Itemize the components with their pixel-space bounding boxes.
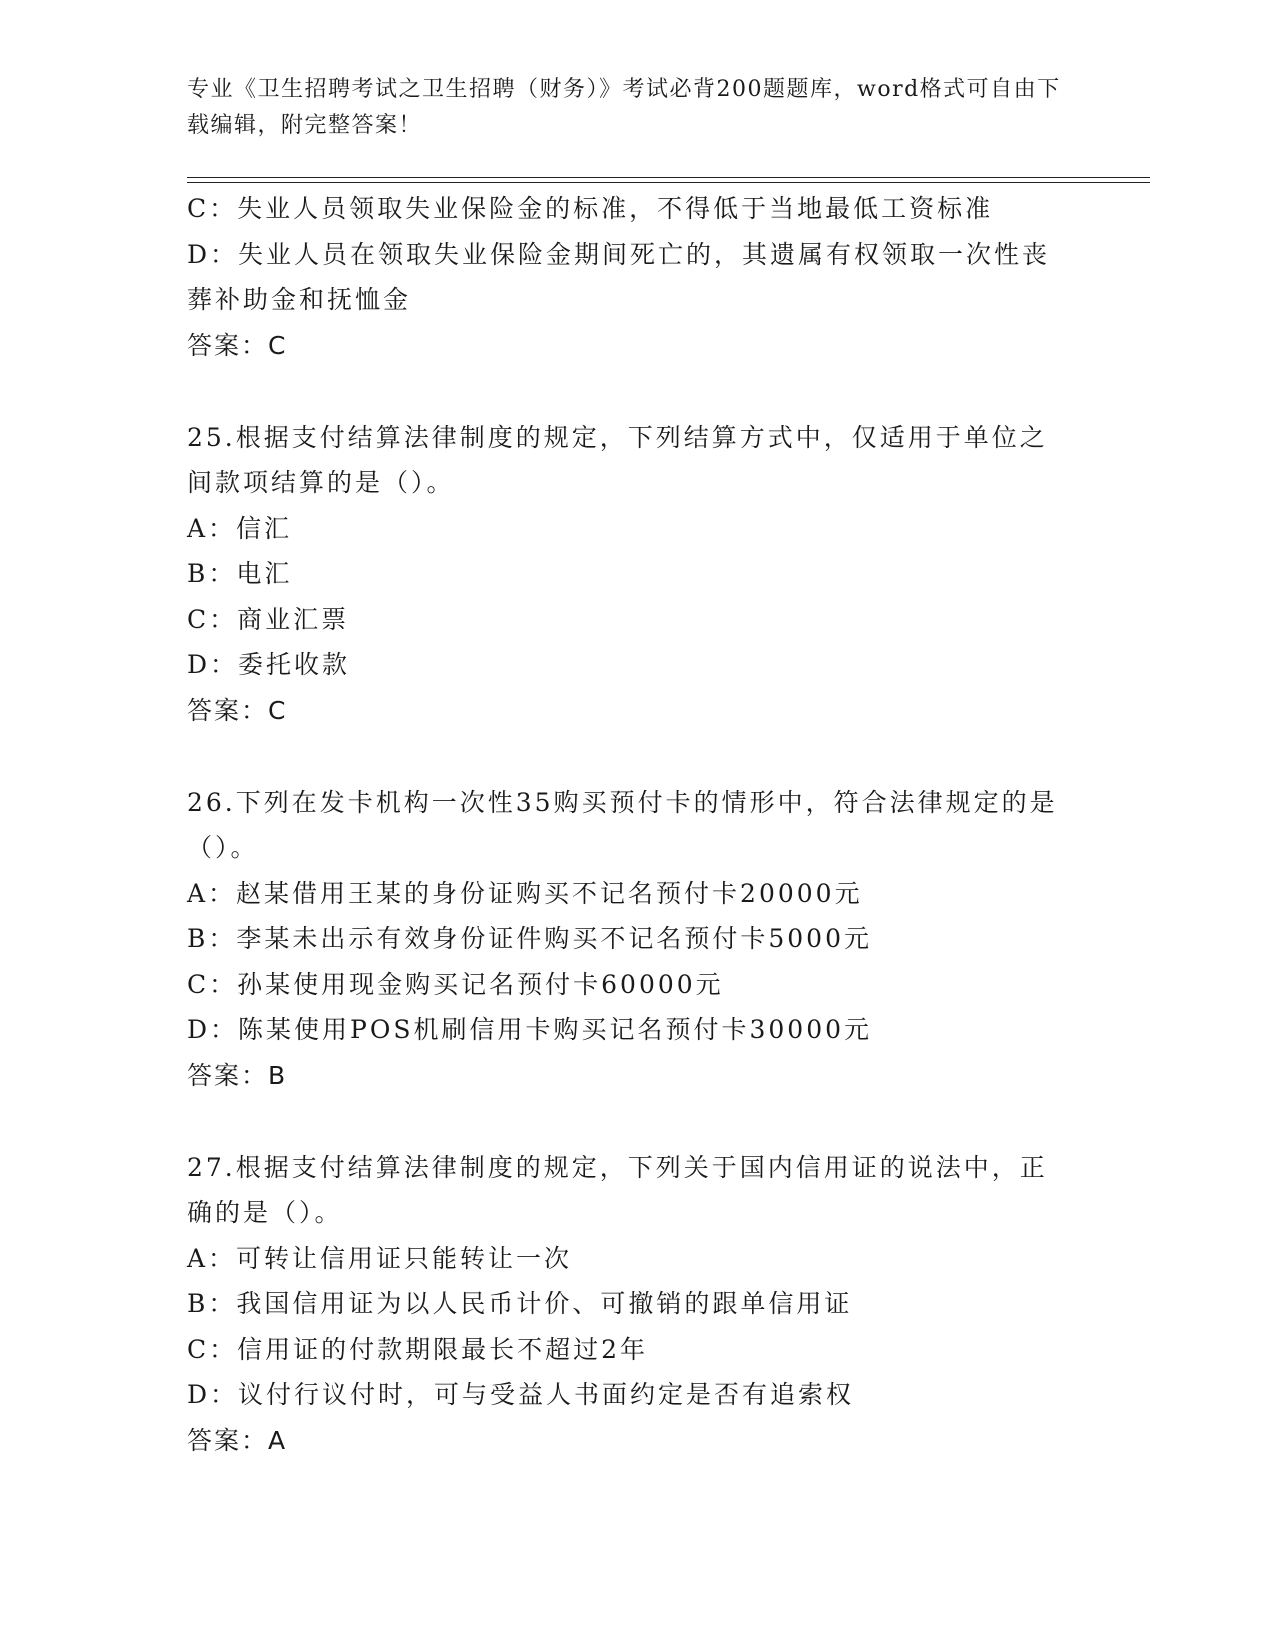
option-a: A：赵某借用王某的身份证购买不记名预付卡20000元 [187,878,863,908]
question-25 [187,415,1087,734]
header-divider-top [187,177,1150,178]
header-title: 专业《卫生招聘考试之卫生招聘（财务）》考试必背200题题库，word格式可自由下载编辑，附完整答案！ [187,77,1061,138]
question-text: 26.下列在发卡机构一次性35购买预付卡的情形中，符合法律规定的是（）。 [187,787,1058,862]
option-d: D：陈某使用POS机刷信用卡购买记名预付卡30000元 [187,1015,873,1044]
option-d: D：失业人员在领取失业保险金期间死亡的，其遗属有权领取一次性丧葬补助金和抚恤金 [187,239,1051,314]
question-26 [187,780,1087,1099]
option-d: D：议付行议付时，可与受益人书面约定是否有追索权 [187,1380,855,1409]
answer-line: 答案：B [187,1060,288,1090]
option-c: C：失业人员领取失业保险金的标准，不得低于当地最低工资标准 [187,194,994,223]
option-b: B：李某未出示有效身份证件购买不记名预付卡5000元 [187,924,872,953]
question-text: 25.根据支付结算法律制度的规定，下列结算方式中，仅适用于单位之间款项结算的是（）。 [187,422,1048,497]
option-c: C：商业汇票 [187,604,350,634]
answer-line: 答案：C [187,695,288,725]
answer-line: 答案：C [187,330,288,360]
option-c: C：孙某使用现金购买记名预付卡60000元 [187,969,724,999]
option-a: A：信汇 [187,513,293,543]
document-header [187,72,1067,144]
question-text: 27.根据支付结算法律制度的规定，下列关于国内信用证的说法中，正确的是（）。 [187,1152,1048,1227]
option-b: B：我国信用证为以人民币计价、可撤销的跟单信用证 [187,1289,853,1318]
answer-line: 答案：A [187,1425,288,1455]
question-27 [187,1145,1087,1464]
document-body [187,186,1087,1464]
question-fragment [187,186,1087,369]
option-a: A：可转让信用证只能转让一次 [187,1243,573,1273]
option-d: D：委托收款 [187,650,351,679]
option-b: B：电汇 [187,559,293,588]
header-divider-bottom [187,182,1150,183]
option-c: C：信用证的付款期限最长不超过2年 [187,1334,649,1364]
